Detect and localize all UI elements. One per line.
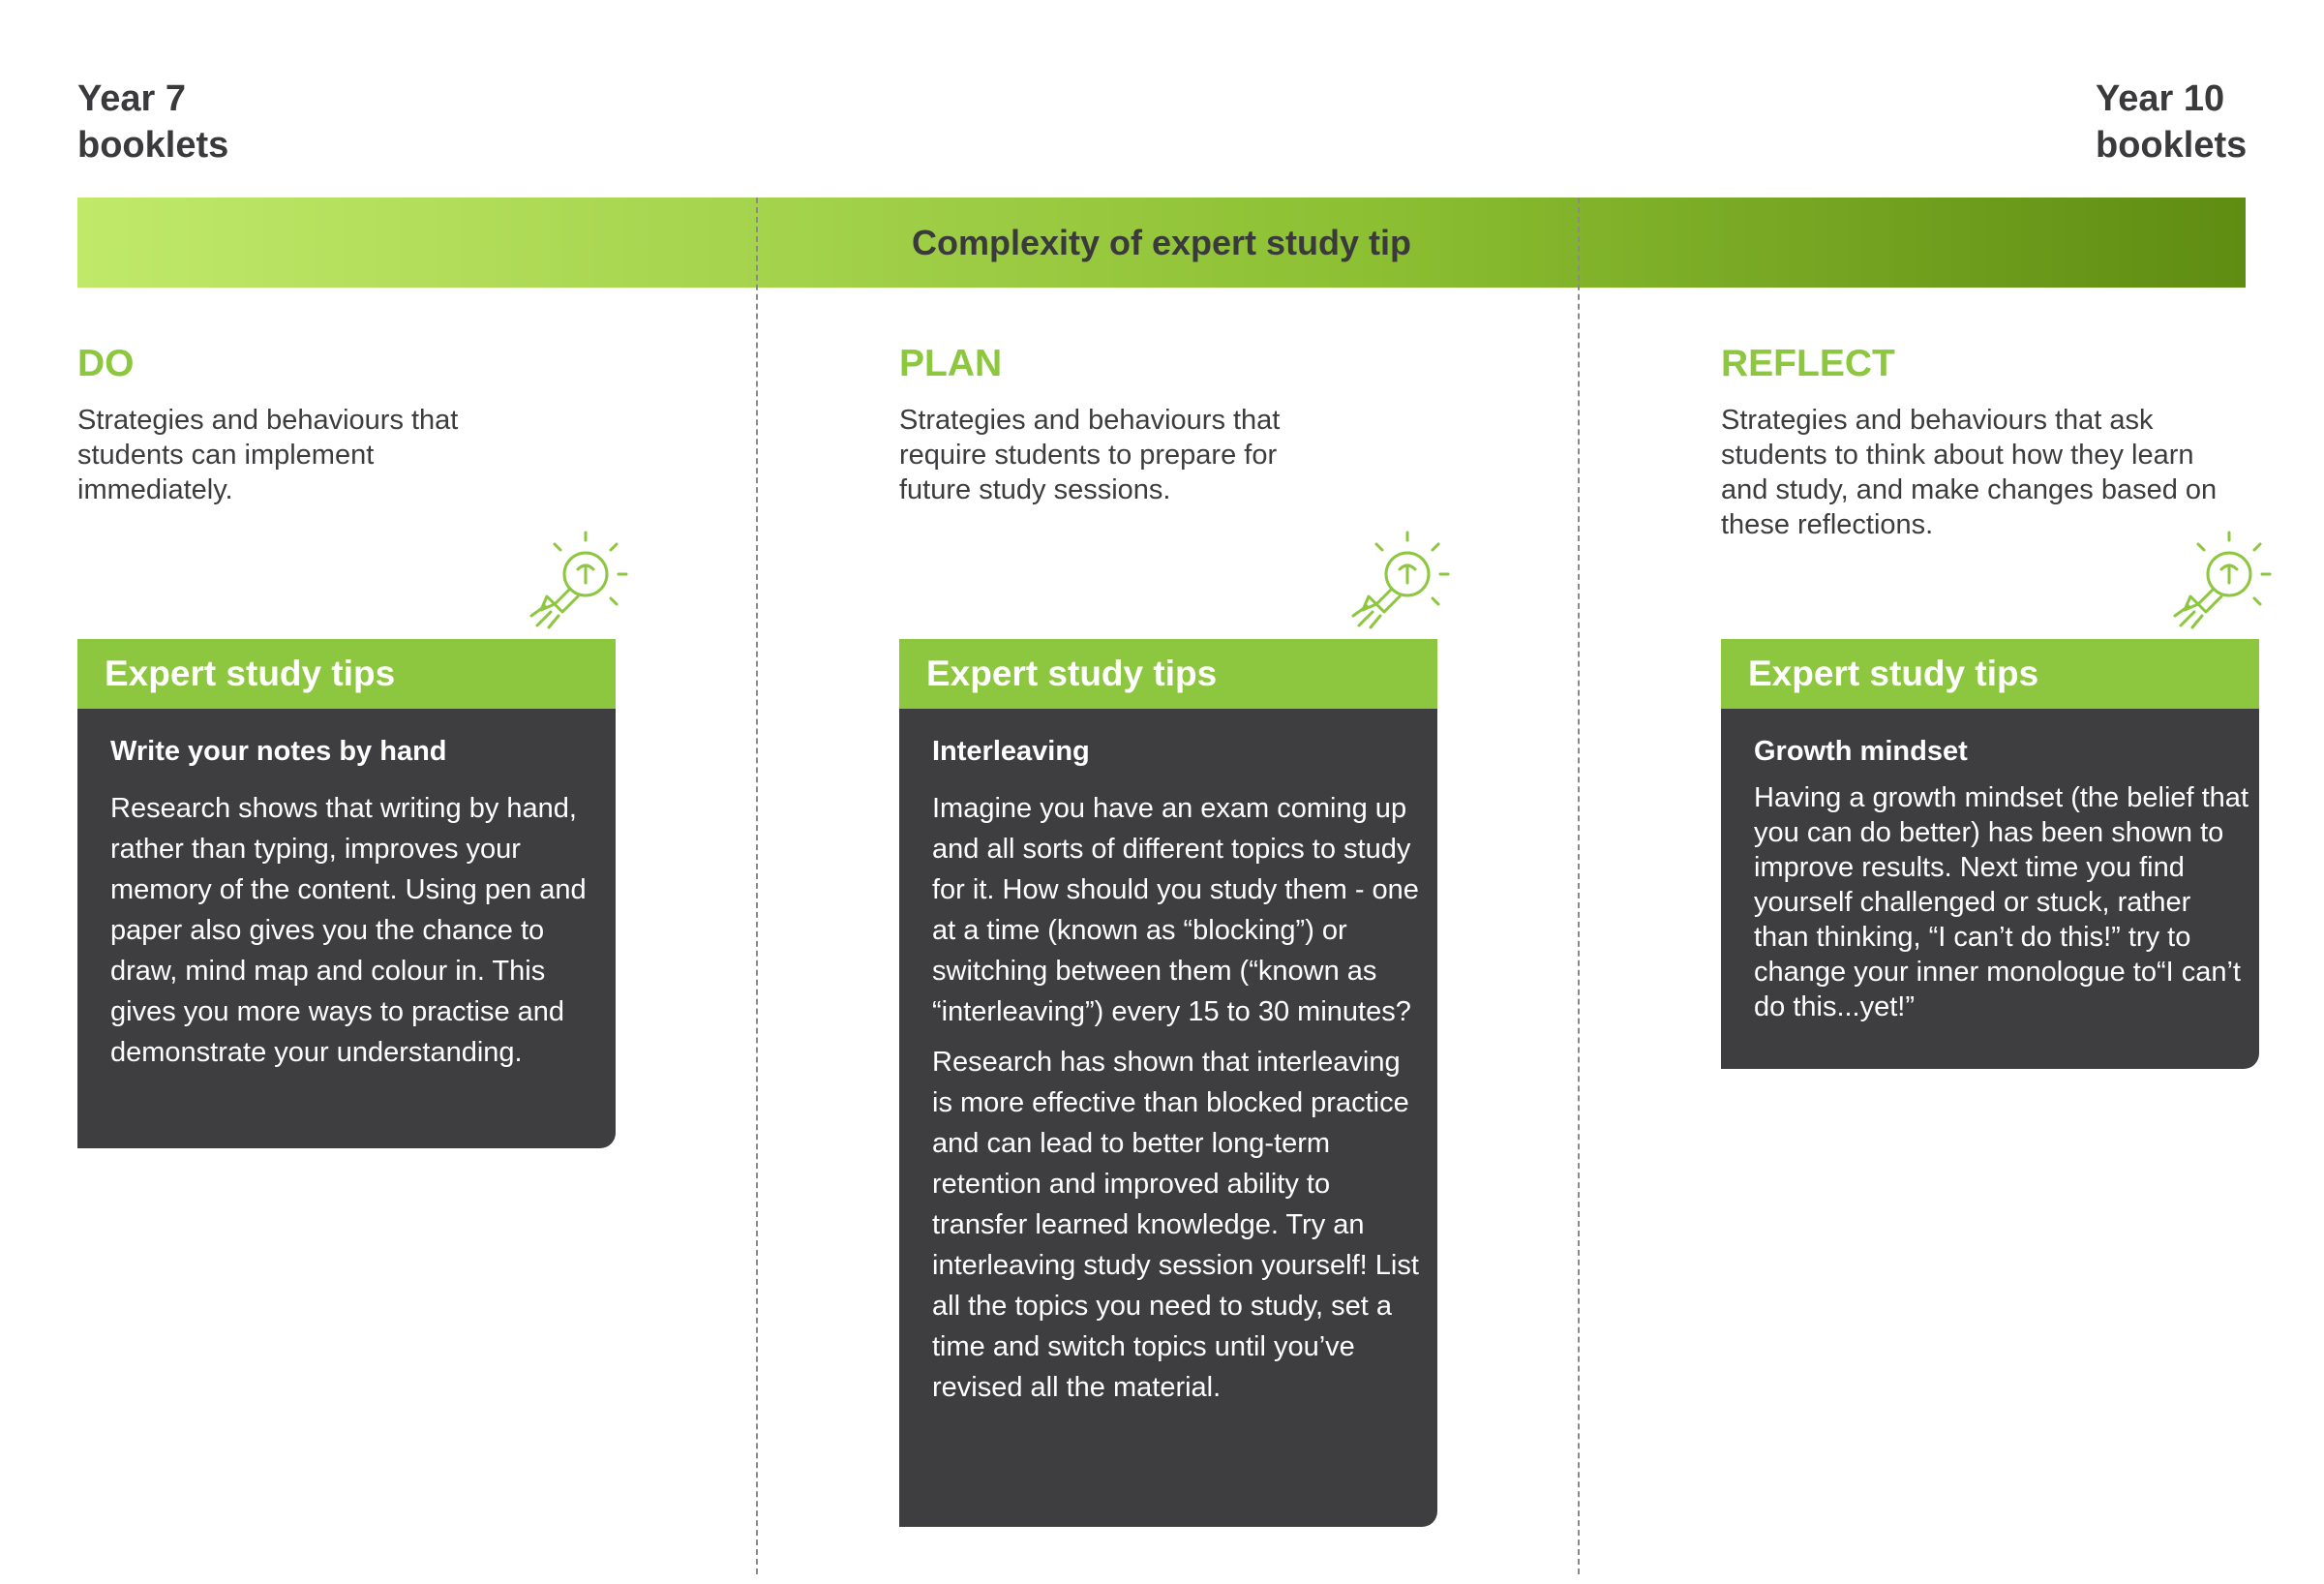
stage-title-plan: PLAN: [899, 343, 1003, 384]
column-divider-2: [1578, 198, 1580, 1574]
complexity-gradient-bar: [77, 198, 2246, 288]
card-body: [77, 709, 616, 1148]
card-paragraph: Having a growth mindset (the belief that you can do better) has been shown to improve results. Next time you find yourself challenged or stuck, rather than thinking, “I can’t do this!” try to change your inner monologue to“I can’t do this...yet!”: [1754, 782, 2249, 1022]
card-paragraph: Research has shown that interleaving is more effective than blocked practice and can lead to better long-term retention and improved ability to transfer learned knowledge. Try an interleaving study session yourself! List all the topics you need to study, set a time and switch topics until you’ve revised all the material.: [932, 1047, 1419, 1403]
stage-description-plan: Strategies and behaviours that require students to prepare for future study sessions.: [899, 405, 1281, 505]
lightbulb-rocket-icon: [1340, 531, 1456, 637]
card-paragraph: Research shows that writing by hand, rather than typing, improves your memory of the content. Using pen and paper also gives you the chance to draw, mind map and colour in. This gives you more ways to practise and demonstrate your understanding.: [110, 793, 587, 1068]
stage-description-reflect: Strategies and behaviours that ask students to think about how they learn and study, and make changes based on these reflections.: [1721, 405, 2218, 540]
card-text: [1754, 780, 2249, 1024]
card-title: Interleaving: [932, 736, 1090, 767]
stage-title-do: DO: [77, 343, 135, 384]
card-body: [1721, 709, 2259, 1069]
card-header: Expert study tips: [899, 639, 1437, 709]
year-10-label: [2096, 76, 2247, 168]
card-paragraph: Imagine you have an exam coming up and all sorts of different topics to study for it. How should you study them - one at a time (known as “blocking”) or switching between them (“known as “interleaving”) every 15 to 30 minutes?: [932, 793, 1419, 1027]
card-title: Growth mindset: [1754, 736, 1968, 767]
card-header: Expert study tips: [1721, 639, 2259, 709]
start-label: Year 7 booklets: [77, 78, 229, 166]
expert-tip-card-do: [77, 639, 616, 1148]
bar-title: Complexity of expert study tip: [911, 222, 1412, 262]
year-7-label: [77, 76, 228, 168]
lightbulb-rocket-icon: [518, 531, 634, 637]
expert-tip-card-plan: [899, 639, 1437, 1527]
card-title: Write your notes by hand: [110, 736, 447, 767]
lightbulb-rocket-icon: [2161, 531, 2278, 637]
stage-description-do: Strategies and behaviours that students can implement immediately.: [77, 405, 459, 505]
stage-title-reflect: REFLECT: [1721, 343, 1895, 384]
column-divider-1: [756, 198, 758, 1574]
card-header: Expert study tips: [77, 639, 616, 709]
end-label: Year 10 booklets: [2096, 78, 2248, 166]
card-text: [932, 788, 1428, 1408]
card-text: [110, 788, 606, 1073]
card-body: [899, 709, 1437, 1527]
expert-tip-card-reflect: [1721, 639, 2259, 1069]
